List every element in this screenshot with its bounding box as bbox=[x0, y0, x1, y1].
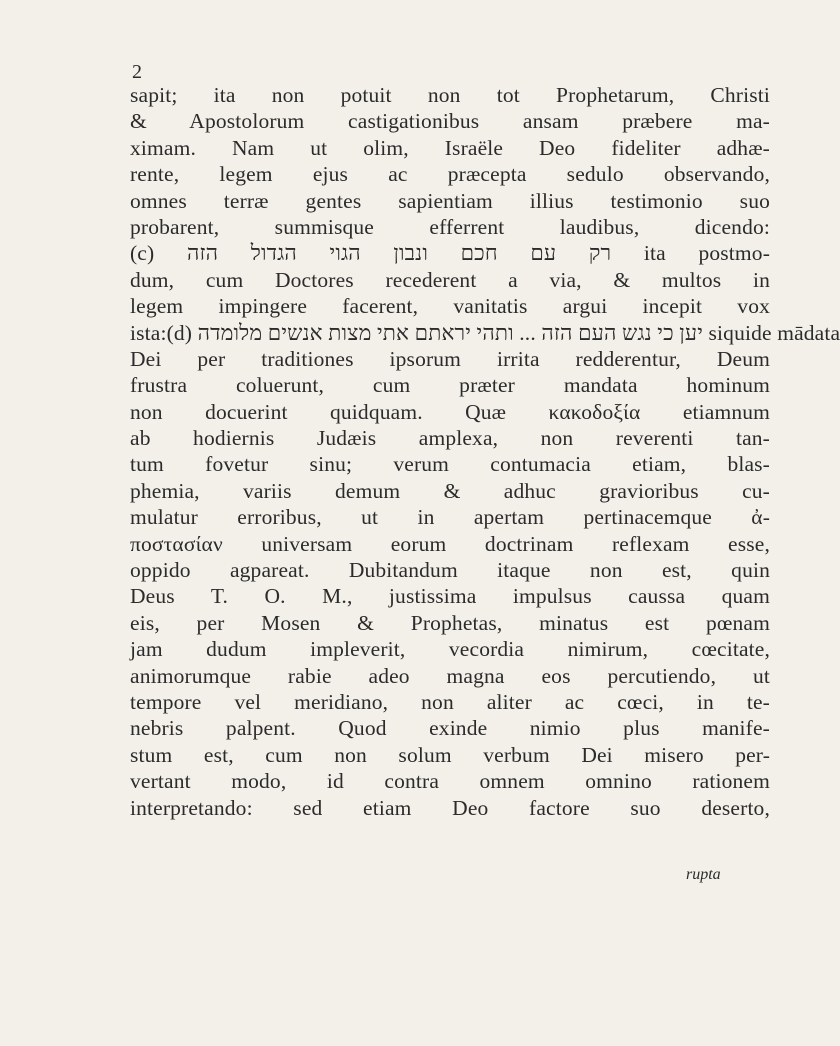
text-line: ximam. Nam ut olim, Israële Deo fideliter adhæ- bbox=[130, 135, 770, 160]
page-number: 2 bbox=[132, 61, 142, 83]
body-text bbox=[130, 82, 840, 821]
text-line: ab hodiernis Judæis amplexa, non reverenti tan- bbox=[130, 426, 770, 451]
text-line: stum est, cum non solum verbum Dei misero per- bbox=[130, 742, 770, 767]
text-line: interpretando: sed etiam Deo factore suo deserto, bbox=[130, 795, 770, 820]
text-line: probarent, summisque efferrent laudibus, dicendo: bbox=[130, 214, 770, 239]
text-line: ista:(d) יען כי נגש העם הזה ... ותהי יראתם אתי מצות אנשים מלומדה siquide mādata bbox=[130, 320, 840, 345]
catchword: rupta bbox=[686, 866, 721, 883]
text-line: jam dudum impleverit, vecordia nimirum, cœcitate, bbox=[130, 637, 770, 662]
text-line: non docuerint quidquam. Quæ κακοδοξία etiamnum bbox=[130, 399, 770, 424]
text-line: tempore vel meridiano, non aliter ac cœci, in te- bbox=[130, 689, 770, 714]
text-line: rente, legem ejus ac præcepta sedulo observando, bbox=[130, 162, 770, 187]
text-line: mulatur erroribus, ut in apertam pertinacemque ἀ- bbox=[130, 505, 770, 530]
text-line: Deus T. O. M., justissima impulsus caussa quam bbox=[130, 584, 770, 609]
text-line: (c) רק עם חכם ונבון הגוי הגדול הזה ita postmo- bbox=[130, 241, 771, 266]
text-line: sapit; ita non potuit non tot Prophetarum, Christi bbox=[130, 83, 770, 107]
text-line: Dei per traditiones ipsorum irrita redderentur, Deum bbox=[130, 346, 770, 371]
text-line: omnes terræ gentes sapientiam illius testimonio suo bbox=[130, 188, 770, 213]
text-line: eis, per Mosen & Prophetas, minatus est pœnam bbox=[130, 610, 770, 635]
text-line: dum, cum Doctores recederent a via, & multos in bbox=[130, 267, 770, 292]
text-line: ποστασίαν universam eorum doctrinam reflexam esse, bbox=[130, 531, 770, 556]
text-line: legem impingere facerent, vanitatis argui incepit vox bbox=[130, 294, 770, 319]
text-line: vertant modo, id contra omnem omnino rationem bbox=[130, 769, 770, 794]
text-line: frustra coluerunt, cum præter mandata hominum bbox=[130, 373, 770, 398]
text-line: nebris palpent. Quod exinde nimio plus manife- bbox=[130, 716, 770, 741]
text-line: & Apostolorum castigationibus ansam præbere ma- bbox=[130, 109, 770, 134]
text-line: tum fovetur sinu; verum contumacia etiam, blas- bbox=[130, 452, 770, 477]
text-line: phemia, variis demum & adhuc gravioribus cu- bbox=[130, 478, 770, 503]
text-line: animorumque rabie adeo magna eos percutiendo, ut bbox=[130, 663, 770, 688]
text-line: oppido agpareat. Dubitandum itaque non est, quin bbox=[130, 558, 770, 583]
